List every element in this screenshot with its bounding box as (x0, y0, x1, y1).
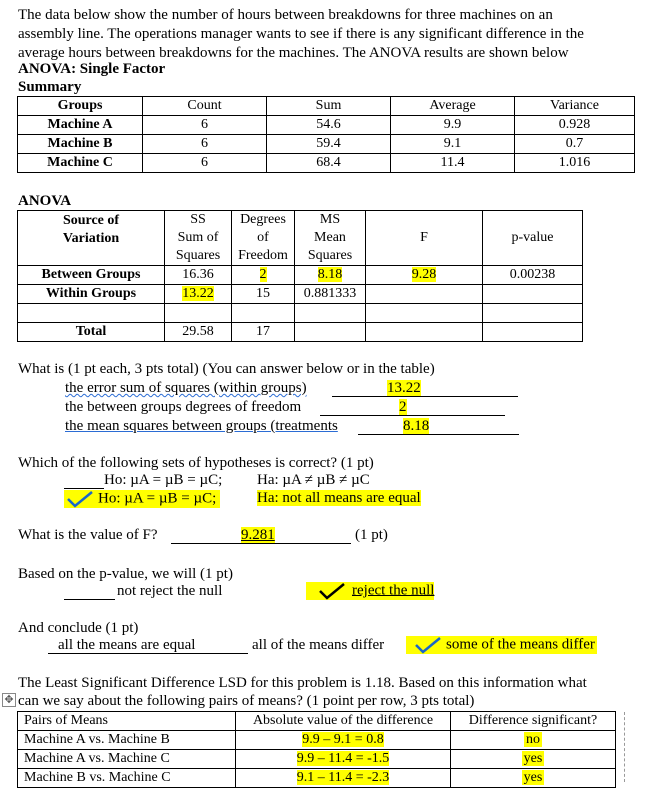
cell (295, 323, 366, 342)
answer-line (64, 488, 104, 489)
cell: Within Groups (18, 285, 165, 304)
cell: 15 (232, 285, 295, 304)
header-cell: Count (143, 97, 267, 116)
highlighted-value: 2 (399, 399, 407, 415)
answer-line (320, 415, 505, 416)
highlighted-value: 9.9 – 9.1 = 0.8 (302, 732, 384, 747)
highlighted-value: yes (523, 751, 543, 766)
table-move-handle-icon[interactable]: ✥ (2, 693, 16, 707)
q4-prompt: Based on the p-value, we will (1 pt) (18, 566, 233, 582)
cell: Machine B vs. Machine C (18, 769, 236, 788)
cell: 6 (143, 135, 267, 154)
header-cell: p-value (483, 211, 583, 266)
header-cell: Sum (267, 97, 391, 116)
highlighted-value: no (526, 732, 540, 747)
header-line: Mean (314, 230, 346, 245)
hypothesis-option-correct[interactable] (64, 490, 220, 508)
cell: 0.928 (515, 116, 635, 135)
header-cell (232, 211, 295, 266)
table-header-row (18, 712, 616, 731)
intro-line: The data below show the number of hours between breakdowns for three machines on an (18, 7, 553, 23)
q1-item-1 (65, 380, 307, 397)
q4-option-reject[interactable] (306, 582, 434, 600)
q3-prompt: What is the value of F? (18, 527, 158, 543)
answer-line (64, 599, 115, 600)
checkmark-icon (406, 636, 446, 654)
q1-label: the mean squares between groups (treatments (65, 418, 338, 434)
highlighted-value: 9.28 (411, 267, 437, 282)
table-row (18, 116, 635, 135)
table-row (18, 304, 583, 323)
highlighted-value: 8.18 (317, 267, 343, 282)
q5-option-equal[interactable] (58, 637, 195, 654)
cell (366, 323, 483, 342)
header-line: Squares (175, 248, 221, 263)
header-cell (165, 211, 232, 266)
table-header-row (18, 97, 635, 116)
q1-prompt: What is (1 pt each, 3 pts total) (You can answer below or in the table) (18, 361, 435, 377)
checkmark-icon (64, 490, 98, 508)
cell: Total (18, 323, 165, 342)
highlighted-selection (306, 582, 434, 600)
table-header-row (18, 211, 583, 266)
cell (232, 266, 295, 285)
q1-answer-2 (399, 399, 407, 416)
q5-option-all-differ[interactable]: all of the means differ (252, 637, 385, 653)
cell: 6 (143, 154, 267, 173)
q1-answer-1 (387, 380, 421, 397)
table-row (18, 750, 616, 769)
table-row (18, 135, 635, 154)
hypothesis-ho: Ho: µA = µB = µC; (104, 472, 223, 488)
cell (236, 731, 451, 750)
q1-label: the error sum of squares (within groups) (65, 380, 307, 396)
intro-paragraph (18, 6, 584, 63)
cell: 54.6 (267, 116, 391, 135)
cell (483, 323, 583, 342)
cell: 6 (143, 116, 267, 135)
table-edge-marker (624, 712, 637, 782)
cell: 16.36 (165, 266, 232, 285)
table-row (18, 266, 583, 285)
highlighted-value: 2 (259, 267, 267, 282)
highlighted-value: 9.281 (241, 527, 275, 543)
option-label: all the means are equal (58, 637, 196, 653)
cell (295, 304, 366, 323)
cell: 1.016 (515, 154, 635, 173)
answer-line (358, 434, 519, 435)
option-label: reject the null (352, 582, 435, 599)
highlighted-value: 8.18 (403, 418, 430, 434)
cell: 68.4 (267, 154, 391, 173)
cell: Machine A vs. Machine C (18, 750, 236, 769)
cell: Machine B (18, 135, 143, 154)
highlighted-value: 13.22 (182, 286, 214, 301)
cell: Machine A (18, 116, 143, 135)
highlighted-selection (64, 490, 220, 508)
highlighted-value: Ha: not all means are equal (257, 490, 421, 506)
q5-option-some-differ[interactable] (406, 636, 597, 654)
table-row (18, 769, 616, 788)
header-line: SS (190, 212, 206, 227)
cell: 11.4 (391, 154, 515, 173)
header-line: Freedom (238, 248, 288, 263)
anova-heading: ANOVA: Single Factor (18, 61, 166, 77)
hypothesis-ha-correct (257, 490, 421, 507)
cell (483, 304, 583, 323)
cell (232, 304, 295, 323)
cell: Machine A vs. Machine B (18, 731, 236, 750)
header-cell: Variance (515, 97, 635, 116)
header-cell (295, 211, 366, 266)
q2-prompt: Which of the following sets of hypotheses is correct? (1 pt) (18, 455, 374, 471)
anova-table (17, 210, 583, 342)
cell (451, 731, 616, 750)
header-line: Sum of (177, 230, 219, 245)
header-line: of (257, 230, 269, 245)
header-line: Degrees (240, 212, 286, 227)
intro-line: assembly line. The operations manager wants to see if there is any significant difference in the (18, 26, 584, 42)
cell (451, 750, 616, 769)
cell: 0.7 (515, 135, 635, 154)
cell (451, 769, 616, 788)
option-label: some of the means differ (446, 636, 595, 653)
cell (366, 285, 483, 304)
highlighted-value: 13.22 (387, 380, 421, 396)
q1-item-2 (65, 399, 301, 416)
q3-answer (241, 527, 275, 544)
cell: 59.4 (267, 135, 391, 154)
hypothesis-ho: Ho: µA = µB = µC; (98, 490, 217, 507)
table-row (18, 323, 583, 342)
highlighted-value: 9.9 – 11.4 = -1.5 (296, 751, 390, 766)
checkmark-icon (306, 582, 352, 600)
cell: 17 (232, 323, 295, 342)
lsd-question: can we say about the following pairs of means? (1 point per row, 3 pts total) (18, 693, 475, 709)
header-line: Variation (62, 231, 120, 246)
header-cell: F (366, 211, 483, 266)
answer-line (332, 396, 518, 397)
cell (236, 750, 451, 769)
header-line: Source of (62, 213, 120, 228)
q1-label: the between groups degrees of freedom (65, 399, 302, 415)
cell: 0.00238 (483, 266, 583, 285)
intro-line: average hours between breakdowns for the machines. The ANOVA results are shown below (18, 45, 569, 61)
q3-points: (1 pt) (355, 527, 388, 543)
cell: Machine C (18, 154, 143, 173)
cell (483, 285, 583, 304)
header-line: MS (319, 212, 341, 227)
q4-option-not-reject[interactable]: not reject the null (117, 583, 223, 599)
anova-title: ANOVA (18, 193, 72, 209)
header-line: Squares (307, 248, 353, 263)
q1-answer-3 (403, 418, 429, 435)
header-cell: Difference significant? (451, 712, 616, 731)
header-cell (18, 211, 165, 266)
header-cell: Absolute value of the difference (236, 712, 451, 731)
cell: 0.881333 (295, 285, 366, 304)
cell (18, 304, 165, 323)
summary-table (17, 96, 635, 173)
cell (165, 304, 232, 323)
cell (165, 285, 232, 304)
cell: Between Groups (18, 266, 165, 285)
highlighted-value: 9.1 – 11.4 = -2.3 (296, 770, 390, 785)
highlighted-value: yes (523, 770, 543, 785)
table-row (18, 285, 583, 304)
cell: 9.9 (391, 116, 515, 135)
lsd-table (17, 711, 616, 788)
header-cell: Pairs of Means (18, 712, 236, 731)
q1-item-3 (65, 418, 338, 435)
summary-title: Summary (18, 79, 84, 97)
hypothesis-ha: Ha: µA ≠ µB ≠ µC (257, 472, 370, 488)
cell (366, 266, 483, 285)
cell (366, 304, 483, 323)
cell (236, 769, 451, 788)
header-cell: Average (391, 97, 515, 116)
highlighted-selection (406, 636, 597, 654)
cell (295, 266, 366, 285)
table-row (18, 731, 616, 750)
cell: 9.1 (391, 135, 515, 154)
q5-prompt: And conclude (1 pt) (18, 620, 139, 636)
lsd-text: The Least Significant Difference LSD for this problem is 1.18. Based on this information what (18, 675, 587, 691)
header-cell: Groups (18, 97, 143, 116)
cell: 29.58 (165, 323, 232, 342)
table-row (18, 154, 635, 173)
